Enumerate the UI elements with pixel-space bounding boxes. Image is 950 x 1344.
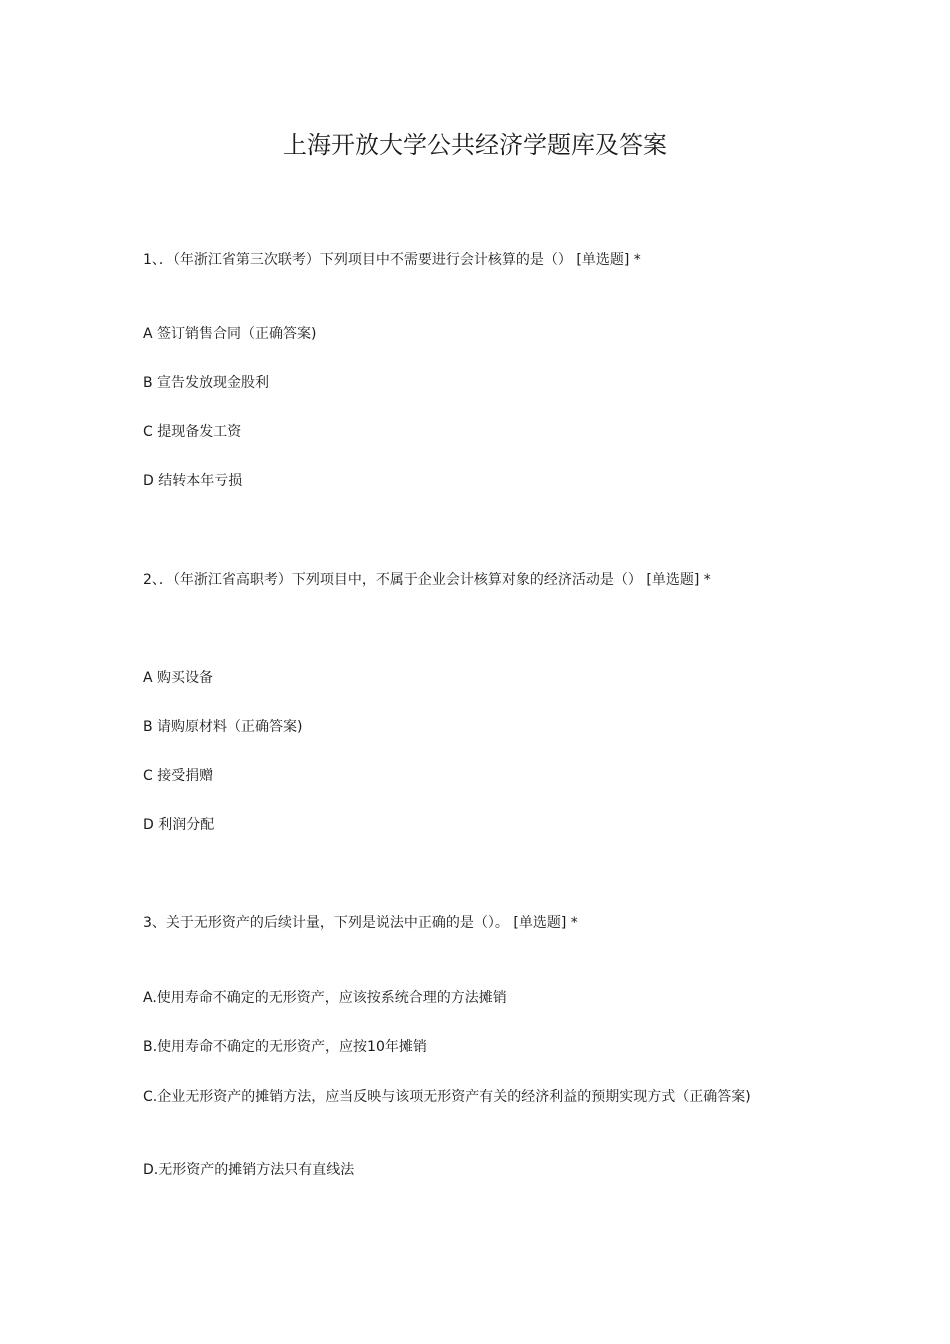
question-3-stem: 3、关于无形资产的后续计量，下列是说法中正确的是（）。 [单选题] * — [143, 915, 578, 931]
question-3-option-b[interactable]: B.使用寿命不确定的无形资产，应按10年摊销 — [143, 1039, 427, 1055]
question-1-option-d[interactable]: D 结转本年亏损 — [143, 473, 243, 489]
question-2-option-d[interactable]: D 利润分配 — [143, 817, 215, 833]
question-3-option-c[interactable]: C.企业无形资产的摊销方法，应当反映与该项无形资产有关的经济利益的预期实现方式（正确答案) — [143, 1089, 751, 1105]
question-2-option-c[interactable]: C 接受捐赠 — [143, 768, 214, 784]
question-1-option-a[interactable]: A 签订销售合同（正确答案) — [143, 326, 317, 342]
question-3-option-d[interactable]: D.无形资产的摊销方法只有直线法 — [143, 1162, 355, 1178]
question-1-stem: 1、．（年浙江省第三次联考）下列项目中不需要进行会计核算的是（） [单选题] * — [143, 252, 641, 268]
question-2-stem: 2、．（年浙江省高职考）下列项目中，不属于企业会计核算对象的经济活动是（） [单选题] * — [143, 572, 711, 588]
question-3-option-a[interactable]: A.使用寿命不确定的无形资产，应该按系统合理的方法摊销 — [143, 990, 507, 1006]
question-1-option-c[interactable]: C 提现备发工资 — [143, 424, 242, 440]
question-1-option-b[interactable]: B 宣告发放现金股利 — [143, 375, 270, 391]
question-2-option-b[interactable]: B 请购原材料（正确答案) — [143, 719, 303, 735]
page-title: 上海开放大学公共经济学题库及答案 — [283, 131, 667, 159]
question-2-option-a[interactable]: A 购买设备 — [143, 670, 214, 686]
